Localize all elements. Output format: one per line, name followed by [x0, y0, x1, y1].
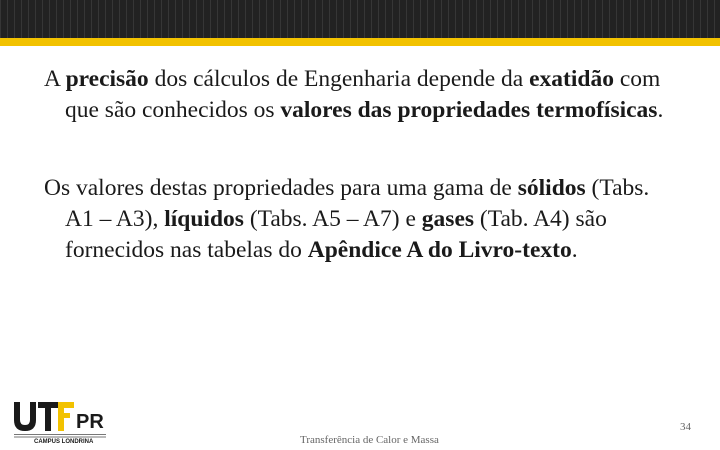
top-dark-bar	[0, 0, 720, 38]
footer-course-title: Transferência de Calor e Massa	[300, 434, 439, 446]
run: (Tabs. A5 – A7) e	[243, 206, 422, 232]
run: .	[571, 237, 578, 263]
run-bold: sólidos	[517, 175, 586, 201]
run: .	[657, 97, 664, 123]
paragraph-tables	[44, 173, 674, 266]
run-bold: precisão	[65, 66, 149, 92]
run-bold: valores das propriedades termofísicas	[280, 97, 658, 123]
page-number: 34	[680, 421, 691, 433]
logo-campus-text: CAMPUS LONDRINA	[34, 439, 94, 444]
svg-text:PR: PR	[76, 411, 104, 433]
run: dos cálculos de Engenharia depende da	[148, 66, 530, 92]
run: A	[44, 66, 66, 92]
run-bold: gases	[421, 206, 475, 232]
top-accent-stripe	[0, 38, 720, 46]
run: (Tab. A4) são fornecidos nas tabelas do	[65, 206, 607, 263]
slide-body	[44, 64, 674, 266]
run: com que são conhecidos os	[65, 66, 661, 123]
run-bold: Apêndice A do Livro-texto	[307, 237, 572, 263]
run-bold: líquidos	[164, 206, 244, 232]
utfpr-logo	[12, 400, 112, 444]
run-bold: exatidão	[529, 66, 614, 92]
run: Os valores destas propriedades para uma gama de	[44, 175, 518, 201]
paragraph-precision	[44, 64, 674, 126]
run: (Tabs. A1 – A3),	[65, 175, 650, 232]
